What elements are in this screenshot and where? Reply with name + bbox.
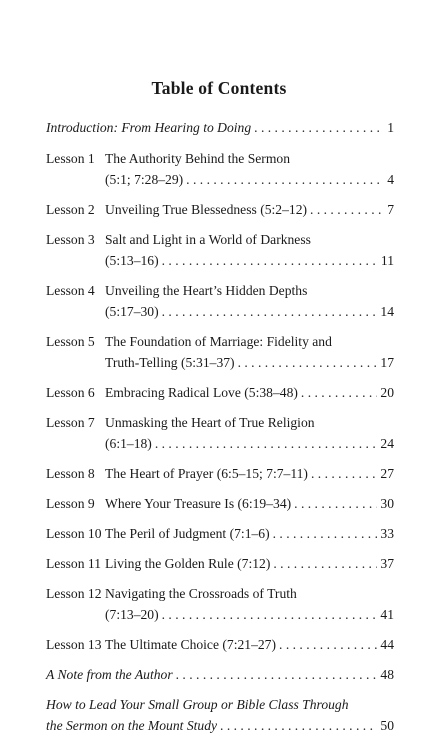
page-number: 14 [380, 304, 394, 319]
entry-title-line1: How to Lead Your Small Group or Bible Class Through [46, 697, 349, 712]
lesson-title: The Peril of Judgment (7:1–6) [105, 526, 270, 541]
lesson-label: Lesson 4 [46, 283, 95, 298]
lesson-title: Where Your Treasure Is (6:19–34) [105, 496, 292, 511]
dot-leader [279, 634, 377, 655]
lesson-title-line1: The Authority Behind the Sermon [105, 151, 291, 166]
page-number: 44 [380, 637, 394, 652]
toc-entry-lesson-1[interactable] [46, 148, 394, 190]
page-number: 4 [387, 172, 394, 187]
toc-entry-lesson-10[interactable] [46, 523, 394, 544]
dot-leader [294, 493, 377, 514]
toc-list [46, 117, 394, 736]
lesson-label: Lesson 1 [46, 151, 95, 166]
toc-entry-lesson-3[interactable] [46, 229, 394, 271]
dot-leader [310, 199, 384, 220]
lesson-label: Lesson 6 [46, 385, 95, 400]
page-number: 30 [380, 496, 394, 511]
dot-leader [311, 463, 377, 484]
lesson-title: Living the Golden Rule (7:12) [105, 556, 271, 571]
page-number: 48 [380, 667, 394, 682]
lesson-title: The Heart of Prayer (6:5–15; 7:7–11) [105, 466, 308, 481]
dot-leader [301, 382, 378, 403]
lesson-title-line2: (6:1–18) [105, 436, 152, 451]
toc-entry-lesson-7[interactable] [46, 412, 394, 454]
lesson-title-line1: Unveiling the Heart’s Hidden Depths [105, 283, 308, 298]
lesson-title: Unveiling True Blessedness (5:2–12) [105, 202, 308, 217]
dot-leader [162, 250, 378, 271]
lesson-label: Lesson 9 [46, 496, 95, 511]
lesson-title: The Ultimate Choice (7:21–27) [105, 637, 277, 652]
toc-entry-lesson-6[interactable] [46, 382, 394, 403]
page-number: 1 [387, 120, 394, 135]
lesson-title-line1: Salt and Light in a World of Darkness [105, 232, 311, 247]
lesson-title-line1: The Foundation of Marriage: Fidelity and [105, 334, 332, 349]
toc-entry-lesson-12[interactable] [46, 583, 394, 625]
lesson-label: Lesson 8 [46, 466, 95, 481]
page-title: Table of Contents [151, 78, 287, 98]
lesson-label: Lesson 10 [46, 526, 102, 541]
dot-leader [238, 352, 378, 373]
toc-entry-author-note[interactable] [46, 664, 394, 685]
page-number: 7 [387, 202, 394, 217]
lesson-title-line2: Truth-Telling (5:31–37) [105, 355, 235, 370]
lesson-list [46, 148, 394, 655]
dot-leader [273, 553, 377, 574]
dot-leader [162, 301, 378, 322]
toc-entry-introduction[interactable] [46, 117, 394, 138]
entry-title: Introduction: From Hearing to Doing [46, 120, 252, 135]
dot-leader [273, 523, 378, 544]
dot-leader [176, 664, 378, 685]
lesson-label: Lesson 11 [46, 556, 101, 571]
toc-entry-lesson-9[interactable] [46, 493, 394, 514]
page-number: 27 [380, 466, 394, 481]
lesson-title: Embracing Radical Love (5:38–48) [105, 385, 298, 400]
lesson-label: Lesson 7 [46, 415, 95, 430]
lesson-title-line1: Navigating the Crossroads of Truth [105, 586, 297, 601]
page-number: 17 [380, 355, 394, 370]
toc-entry-lesson-5[interactable] [46, 331, 394, 373]
entry-title: A Note from the Author [46, 667, 173, 682]
dot-leader [186, 169, 384, 190]
page-number: 37 [380, 556, 394, 571]
lesson-title-line2: (7:13–20) [105, 607, 159, 622]
toc-entry-lesson-11[interactable] [46, 553, 394, 574]
lesson-title-line2: (5:1; 7:28–29) [105, 172, 184, 187]
page-number: 50 [380, 718, 394, 733]
lesson-title-line1: Unmasking the Heart of True Religion [105, 415, 315, 430]
page-number: 11 [380, 253, 394, 268]
lesson-title-line2: (5:17–30) [105, 304, 159, 319]
lesson-label: Lesson 2 [46, 202, 95, 217]
page-number: 20 [380, 385, 394, 400]
lesson-label: Lesson 12 [46, 586, 102, 601]
dot-leader [254, 117, 384, 138]
dot-leader [155, 433, 378, 454]
toc-entry-lesson-13[interactable] [46, 634, 394, 655]
lesson-title-line2: (5:13–16) [105, 253, 159, 268]
page-number: 33 [380, 526, 394, 541]
dot-leader [220, 715, 377, 736]
lesson-label: Lesson 3 [46, 232, 95, 247]
page-number: 41 [380, 607, 394, 622]
lesson-label: Lesson 13 [46, 637, 102, 652]
toc-entry-lesson-8[interactable] [46, 463, 394, 484]
lesson-label: Lesson 5 [46, 334, 95, 349]
toc-entry-lesson-2[interactable] [46, 199, 394, 220]
toc-entry-leader-guide[interactable] [46, 694, 394, 736]
toc-entry-lesson-4[interactable] [46, 280, 394, 322]
dot-leader [162, 604, 378, 625]
page-number: 24 [380, 436, 394, 451]
entry-title-line2: the Sermon on the Mount Study [46, 718, 218, 733]
